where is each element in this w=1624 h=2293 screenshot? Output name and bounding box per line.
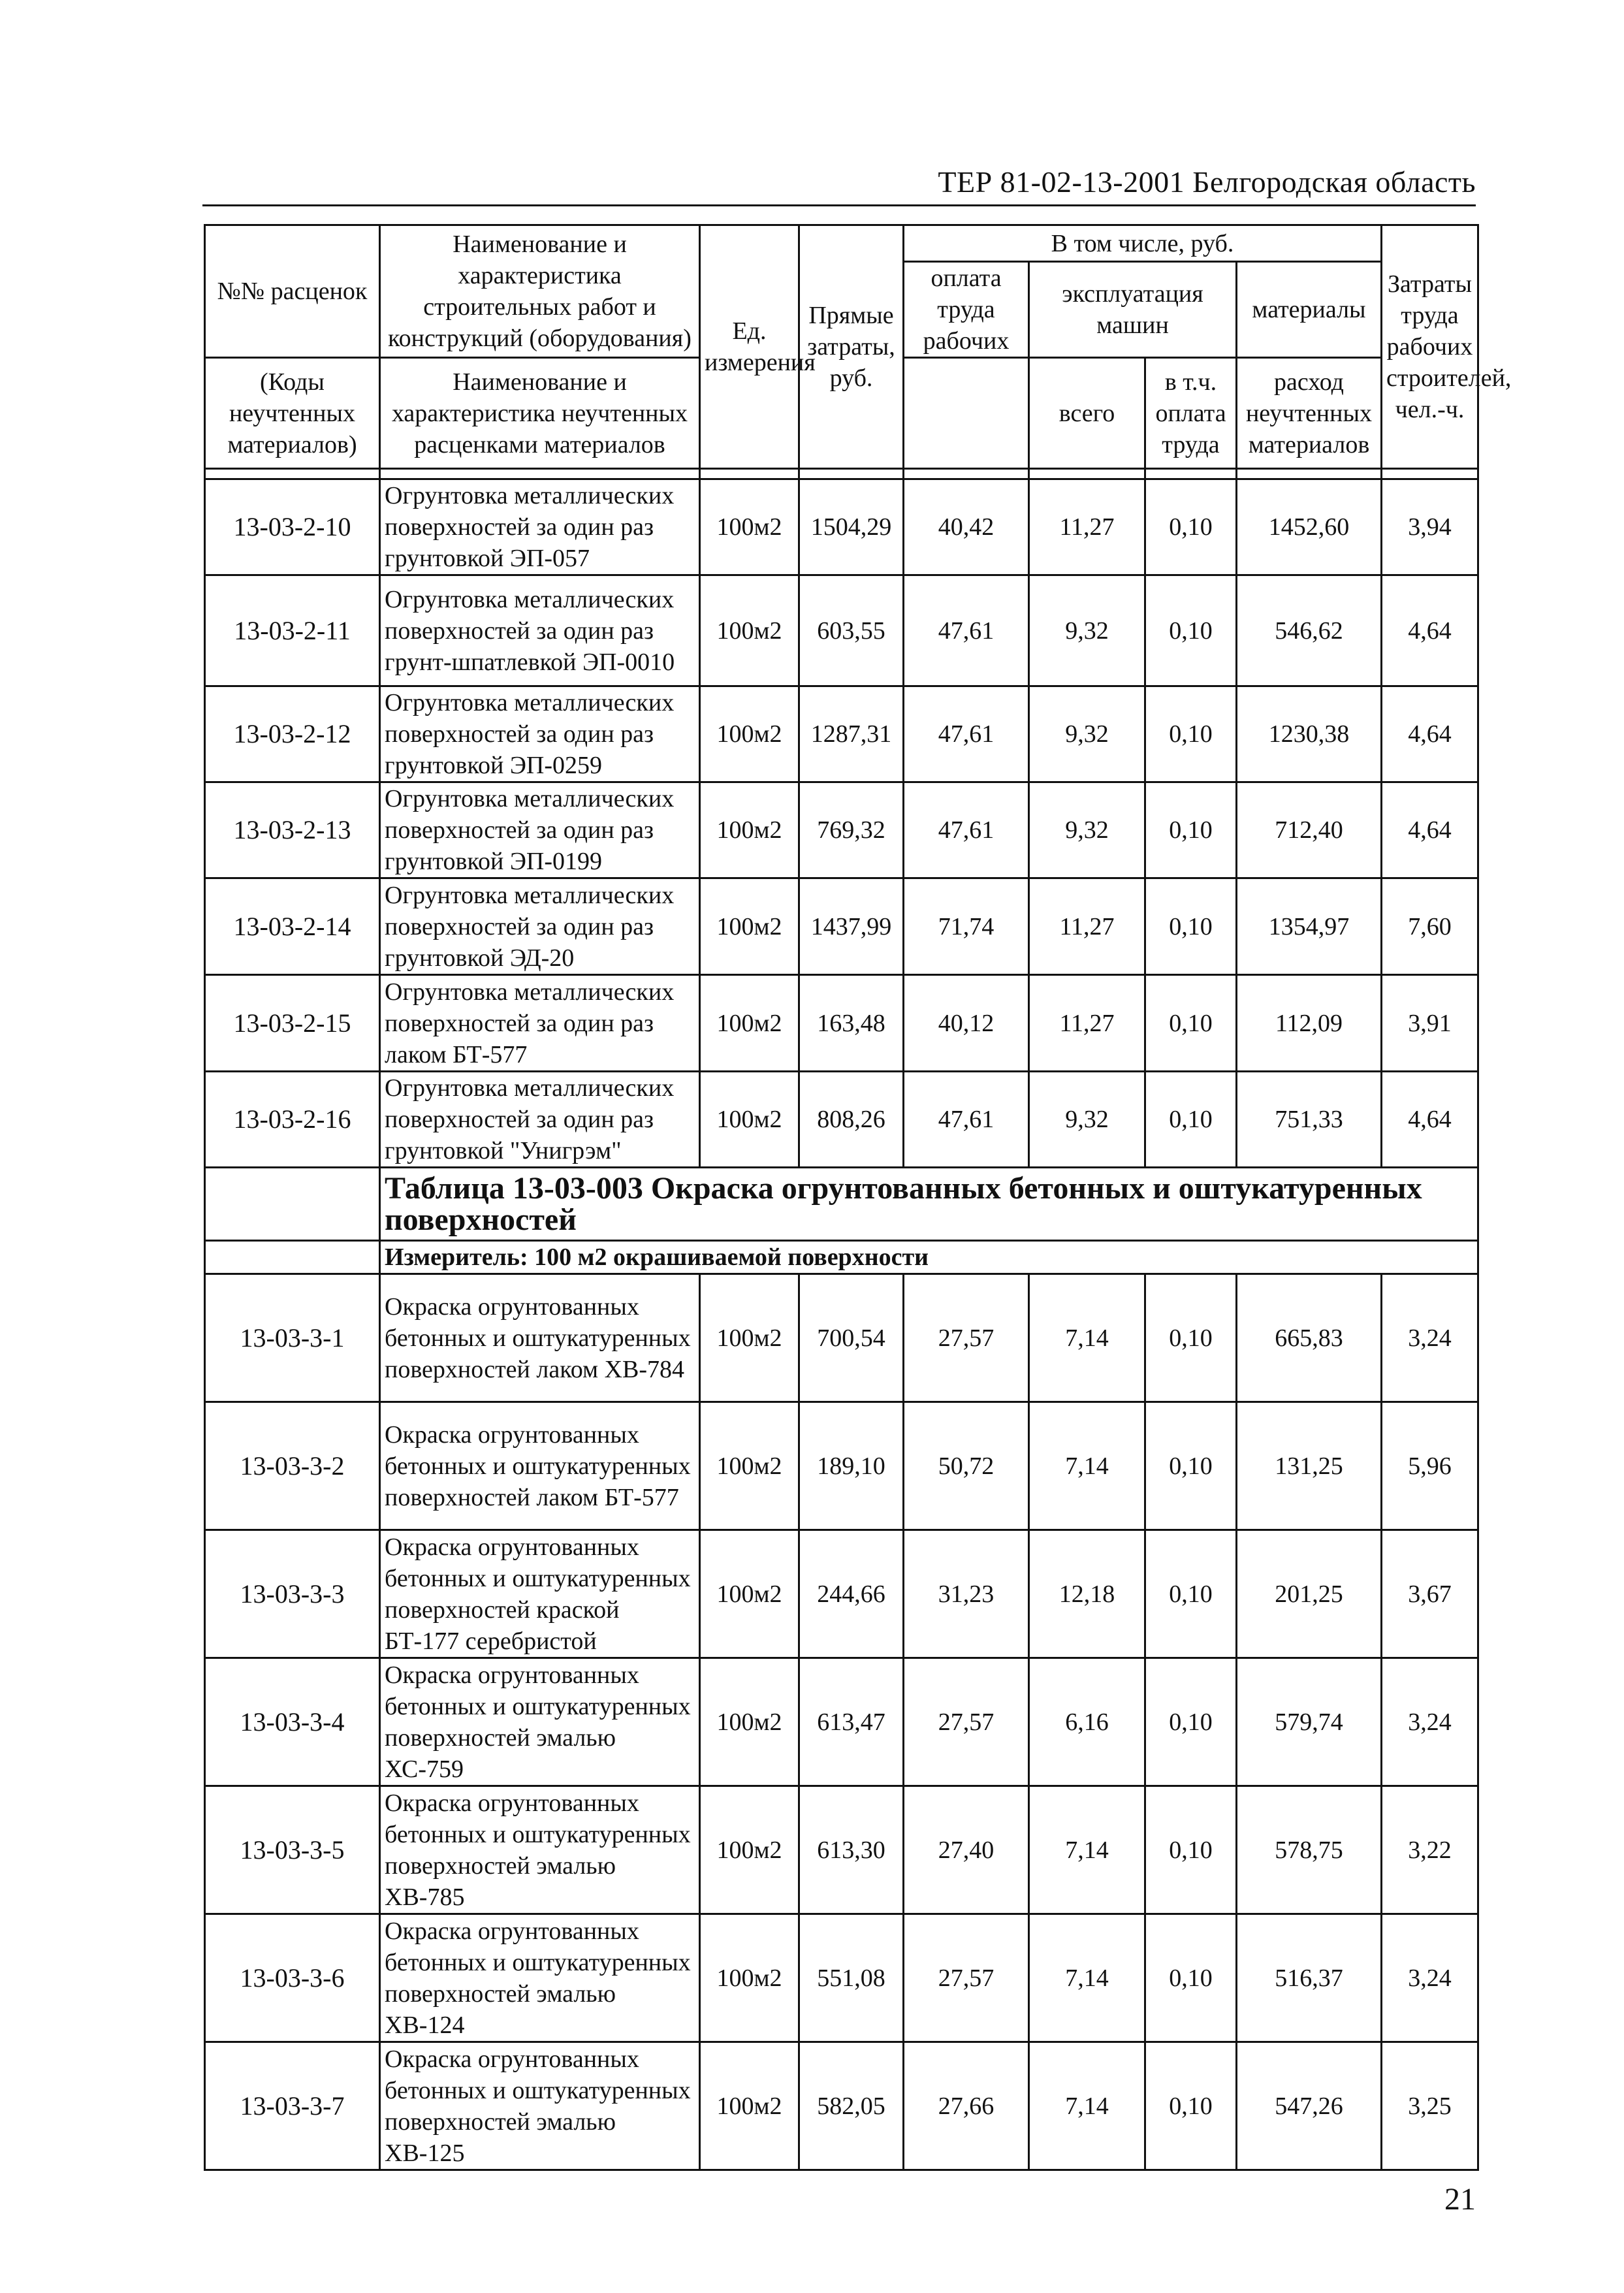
labor-pay: 50,72 xyxy=(904,1402,1029,1530)
work-name: Окраска огрунтованных бетонных и оштукатуренных поверхностей эмалью ХВ-124 xyxy=(380,1914,700,2042)
labor-pay: 31,23 xyxy=(904,1530,1029,1658)
machines-pay: 0,10 xyxy=(1145,975,1237,1072)
work-name: Огрунтовка металлических поверхностей за один раз грунтовкой ЭП-0199 xyxy=(380,782,700,878)
labor-pay: 47,61 xyxy=(904,1072,1029,1168)
labor-hours: 7,60 xyxy=(1382,878,1478,975)
work-name: Огрунтовка металлических поверхностей за один раз грунтовкой ЭП-0259 xyxy=(380,686,700,782)
work-name: Огрунтовка металлических поверхностей за один раз грунтовкой ЭП-057 xyxy=(380,479,700,575)
work-name: Огрунтовка металлических поверхностей за один раз грунтовкой "Унигрэм" xyxy=(380,1072,700,1168)
table-row xyxy=(205,2042,1478,2170)
empty-cell xyxy=(1237,469,1382,479)
page-number: 21 xyxy=(1444,2182,1476,2217)
labor-hours: 3,24 xyxy=(1382,1914,1478,2042)
labor-pay: 27,57 xyxy=(904,1274,1029,1402)
direct-cost: 700,54 xyxy=(799,1274,904,1402)
table-row xyxy=(205,1658,1478,1786)
labor-hours: 3,94 xyxy=(1382,479,1478,575)
machines-total: 7,14 xyxy=(1029,2042,1145,2170)
work-name: Окраска огрунтованных бетонных и оштукатуренных поверхностей эмалью ХВ-125 xyxy=(380,2042,700,2170)
materials: 1230,38 xyxy=(1237,686,1382,782)
unit-cell: 100м2 xyxy=(700,2042,799,2170)
machines-pay: 0,10 xyxy=(1145,1530,1237,1658)
unit-cell: 100м2 xyxy=(700,1658,799,1786)
rate-code: 13-03-2-11 xyxy=(205,575,380,686)
rate-code: 13-03-2-12 xyxy=(205,686,380,782)
header-row-1 xyxy=(205,225,1478,262)
materials: 1452,60 xyxy=(1237,479,1382,575)
machines-total: 9,32 xyxy=(1029,575,1145,686)
machines-total: 7,14 xyxy=(1029,1914,1145,2042)
col-code-top: №№ расценок xyxy=(205,225,380,358)
document-header: ТЕР 81-02-13-2001 Белгородская область xyxy=(938,165,1476,199)
labor-pay: 27,57 xyxy=(904,1914,1029,2042)
col-direct: Прямые затраты, руб. xyxy=(799,225,904,469)
labor-hours: 3,24 xyxy=(1382,1274,1478,1402)
machines-total: 7,14 xyxy=(1029,1786,1145,1914)
unit-cell: 100м2 xyxy=(700,878,799,975)
table-row xyxy=(205,1072,1478,1168)
machines-pay: 0,10 xyxy=(1145,1914,1237,2042)
machines-pay: 0,10 xyxy=(1145,782,1237,878)
rate-code: 13-03-2-10 xyxy=(205,479,380,575)
empty-cell xyxy=(1382,469,1478,479)
table-row xyxy=(205,975,1478,1072)
unit-cell: 100м2 xyxy=(700,782,799,878)
work-name: Огрунтовка металлических поверхностей за один раз грунт-шпатлевкой ЭП-0010 xyxy=(380,575,700,686)
direct-cost: 613,47 xyxy=(799,1658,904,1786)
table-row xyxy=(205,1530,1478,1658)
work-name: Окраска огрунтованных бетонных и оштукатуренных поверхностей лаком БТ-577 xyxy=(380,1402,700,1530)
col-machines-pay: в т.ч. оплата труда xyxy=(1145,358,1237,469)
work-name: Окраска огрунтованных бетонных и оштукатуренных поверхностей эмалью ХС-759 xyxy=(380,1658,700,1786)
labor-hours: 3,24 xyxy=(1382,1658,1478,1786)
machines-total: 12,18 xyxy=(1029,1530,1145,1658)
materials: 665,83 xyxy=(1237,1274,1382,1402)
direct-cost: 1504,29 xyxy=(799,479,904,575)
table-row xyxy=(205,1402,1478,1530)
materials: 751,33 xyxy=(1237,1072,1382,1168)
work-name: Окраска огрунтованных бетонных и оштукатуренных поверхностей краской БТ-177 серебристой xyxy=(380,1530,700,1658)
rate-code: 13-03-2-14 xyxy=(205,878,380,975)
labor-hours: 3,22 xyxy=(1382,1786,1478,1914)
col-labor-pay: оплата труда рабочих xyxy=(904,262,1029,358)
direct-cost: 613,30 xyxy=(799,1786,904,1914)
rate-code: 13-03-3-6 xyxy=(205,1914,380,2042)
direct-cost: 769,32 xyxy=(799,782,904,878)
labor-hours: 5,96 xyxy=(1382,1402,1478,1530)
labor-pay: 40,42 xyxy=(904,479,1029,575)
labor-pay: 27,57 xyxy=(904,1658,1029,1786)
rate-code: 13-03-2-16 xyxy=(205,1072,380,1168)
empty-cell xyxy=(205,1241,380,1274)
table-row xyxy=(205,1274,1478,1402)
direct-cost: 603,55 xyxy=(799,575,904,686)
machines-total: 9,32 xyxy=(1029,686,1145,782)
col-code-bottom: (Коды неучтенных материалов) xyxy=(205,358,380,469)
price-table xyxy=(204,224,1512,2171)
machines-pay: 0,10 xyxy=(1145,878,1237,975)
rate-code: 13-03-2-15 xyxy=(205,975,380,1072)
labor-hours: 4,64 xyxy=(1382,1072,1478,1168)
table-row xyxy=(205,479,1478,575)
unit-cell: 100м2 xyxy=(700,1274,799,1402)
machines-pay: 0,10 xyxy=(1145,1274,1237,1402)
machines-pay: 0,10 xyxy=(1145,1658,1237,1786)
labor-pay: 71,74 xyxy=(904,878,1029,975)
rate-code: 13-03-2-13 xyxy=(205,782,380,878)
labor-hours: 4,64 xyxy=(1382,686,1478,782)
direct-cost: 808,26 xyxy=(799,1072,904,1168)
unit-cell: 100м2 xyxy=(700,1402,799,1530)
direct-cost: 1437,99 xyxy=(799,878,904,975)
machines-pay: 0,10 xyxy=(1145,575,1237,686)
col-incl: В том числе, руб. xyxy=(904,225,1382,262)
table-row xyxy=(205,686,1478,782)
machines-total: 6,16 xyxy=(1029,1658,1145,1786)
table-title-row xyxy=(205,1168,1478,1241)
col-name-top: Наименование и характеристика строительных работ и конструкций (оборудования) xyxy=(380,225,700,358)
col-machines-total: всего xyxy=(1029,358,1145,469)
measure-row xyxy=(205,1241,1478,1274)
table-row xyxy=(205,878,1478,975)
header-rule xyxy=(202,204,1476,206)
direct-cost: 551,08 xyxy=(799,1914,904,2042)
spacer-row xyxy=(205,469,1478,479)
machines-pay: 0,10 xyxy=(1145,1072,1237,1168)
materials: 1354,97 xyxy=(1237,878,1382,975)
empty-cell xyxy=(205,469,380,479)
work-name: Окраска огрунтованных бетонных и оштукатуренных поверхностей эмалью ХВ-785 xyxy=(380,1786,700,1914)
labor-hours: 4,64 xyxy=(1382,575,1478,686)
empty-cell xyxy=(205,1168,380,1241)
col-labor-cost: Затраты труда рабочих строителей, чел.-ч. xyxy=(1382,225,1478,469)
materials: 579,74 xyxy=(1237,1658,1382,1786)
materials: 131,25 xyxy=(1237,1402,1382,1530)
col-labor-pay-blank xyxy=(904,358,1029,469)
machines-pay: 0,10 xyxy=(1145,479,1237,575)
unit-cell: 100м2 xyxy=(700,1072,799,1168)
col-machines: эксплуатация машин xyxy=(1029,262,1237,358)
table-title: Таблица 13-03-003 Окраска огрунтованных бетонных и оштукатуренных поверхностей xyxy=(380,1168,1478,1241)
rate-code: 13-03-3-2 xyxy=(205,1402,380,1530)
machines-pay: 0,10 xyxy=(1145,2042,1237,2170)
machines-total: 7,14 xyxy=(1029,1402,1145,1530)
labor-pay: 47,61 xyxy=(904,782,1029,878)
col-name-bottom: Наименование и характеристика неучтенных расценками материалов xyxy=(380,358,700,469)
labor-pay: 27,40 xyxy=(904,1786,1029,1914)
table-row xyxy=(205,575,1478,686)
rate-code: 13-03-3-3 xyxy=(205,1530,380,1658)
materials: 578,75 xyxy=(1237,1786,1382,1914)
work-name: Окраска огрунтованных бетонных и оштукатуренных поверхностей лаком ХВ-784 xyxy=(380,1274,700,1402)
materials: 712,40 xyxy=(1237,782,1382,878)
unit-cell: 100м2 xyxy=(700,1530,799,1658)
work-name: Огрунтовка металлических поверхностей за один раз лаком БТ-577 xyxy=(380,975,700,1072)
machines-pay: 0,10 xyxy=(1145,686,1237,782)
labor-hours: 3,25 xyxy=(1382,2042,1478,2170)
unit-cell: 100м2 xyxy=(700,479,799,575)
rate-code: 13-03-3-7 xyxy=(205,2042,380,2170)
materials: 112,09 xyxy=(1237,975,1382,1072)
direct-cost: 244,66 xyxy=(799,1530,904,1658)
rate-code: 13-03-3-1 xyxy=(205,1274,380,1402)
empty-cell xyxy=(380,469,700,479)
empty-cell xyxy=(700,469,799,479)
machines-total: 11,27 xyxy=(1029,975,1145,1072)
empty-cell xyxy=(1029,469,1145,479)
rate-code: 13-03-3-4 xyxy=(205,1658,380,1786)
labor-pay: 40,12 xyxy=(904,975,1029,1072)
materials: 546,62 xyxy=(1237,575,1382,686)
materials: 201,25 xyxy=(1237,1530,1382,1658)
labor-hours: 3,91 xyxy=(1382,975,1478,1072)
direct-cost: 163,48 xyxy=(799,975,904,1072)
work-name: Огрунтовка металлических поверхностей за один раз грунтовкой ЭД-20 xyxy=(380,878,700,975)
machines-total: 11,27 xyxy=(1029,479,1145,575)
machines-pay: 0,10 xyxy=(1145,1786,1237,1914)
unit-cell: 100м2 xyxy=(700,975,799,1072)
table-row xyxy=(205,1786,1478,1914)
labor-hours: 4,64 xyxy=(1382,782,1478,878)
machines-pay: 0,10 xyxy=(1145,1402,1237,1530)
unit-cell: 100м2 xyxy=(700,575,799,686)
labor-pay: 27,66 xyxy=(904,2042,1029,2170)
empty-cell xyxy=(799,469,904,479)
materials: 547,26 xyxy=(1237,2042,1382,2170)
labor-pay: 47,61 xyxy=(904,686,1029,782)
col-materials: материалы xyxy=(1237,262,1382,358)
direct-cost: 189,10 xyxy=(799,1402,904,1530)
rate-code: 13-03-3-5 xyxy=(205,1786,380,1914)
empty-cell xyxy=(904,469,1029,479)
labor-hours: 3,67 xyxy=(1382,1530,1478,1658)
empty-cell xyxy=(1145,469,1237,479)
unit-cell: 100м2 xyxy=(700,1914,799,2042)
col-materials-sub: расход неучтенных материалов xyxy=(1237,358,1382,469)
machines-total: 9,32 xyxy=(1029,1072,1145,1168)
labor-pay: 47,61 xyxy=(904,575,1029,686)
measure-unit: Измеритель: 100 м2 окрашиваемой поверхности xyxy=(380,1241,1478,1274)
direct-cost: 1287,31 xyxy=(799,686,904,782)
table-row xyxy=(205,1914,1478,2042)
col-unit: Ед. измерения xyxy=(700,225,799,469)
machines-total: 7,14 xyxy=(1029,1274,1145,1402)
table-row xyxy=(205,782,1478,878)
unit-cell: 100м2 xyxy=(700,1786,799,1914)
materials: 516,37 xyxy=(1237,1914,1382,2042)
machines-total: 11,27 xyxy=(1029,878,1145,975)
machines-total: 9,32 xyxy=(1029,782,1145,878)
direct-cost: 582,05 xyxy=(799,2042,904,2170)
unit-cell: 100м2 xyxy=(700,686,799,782)
